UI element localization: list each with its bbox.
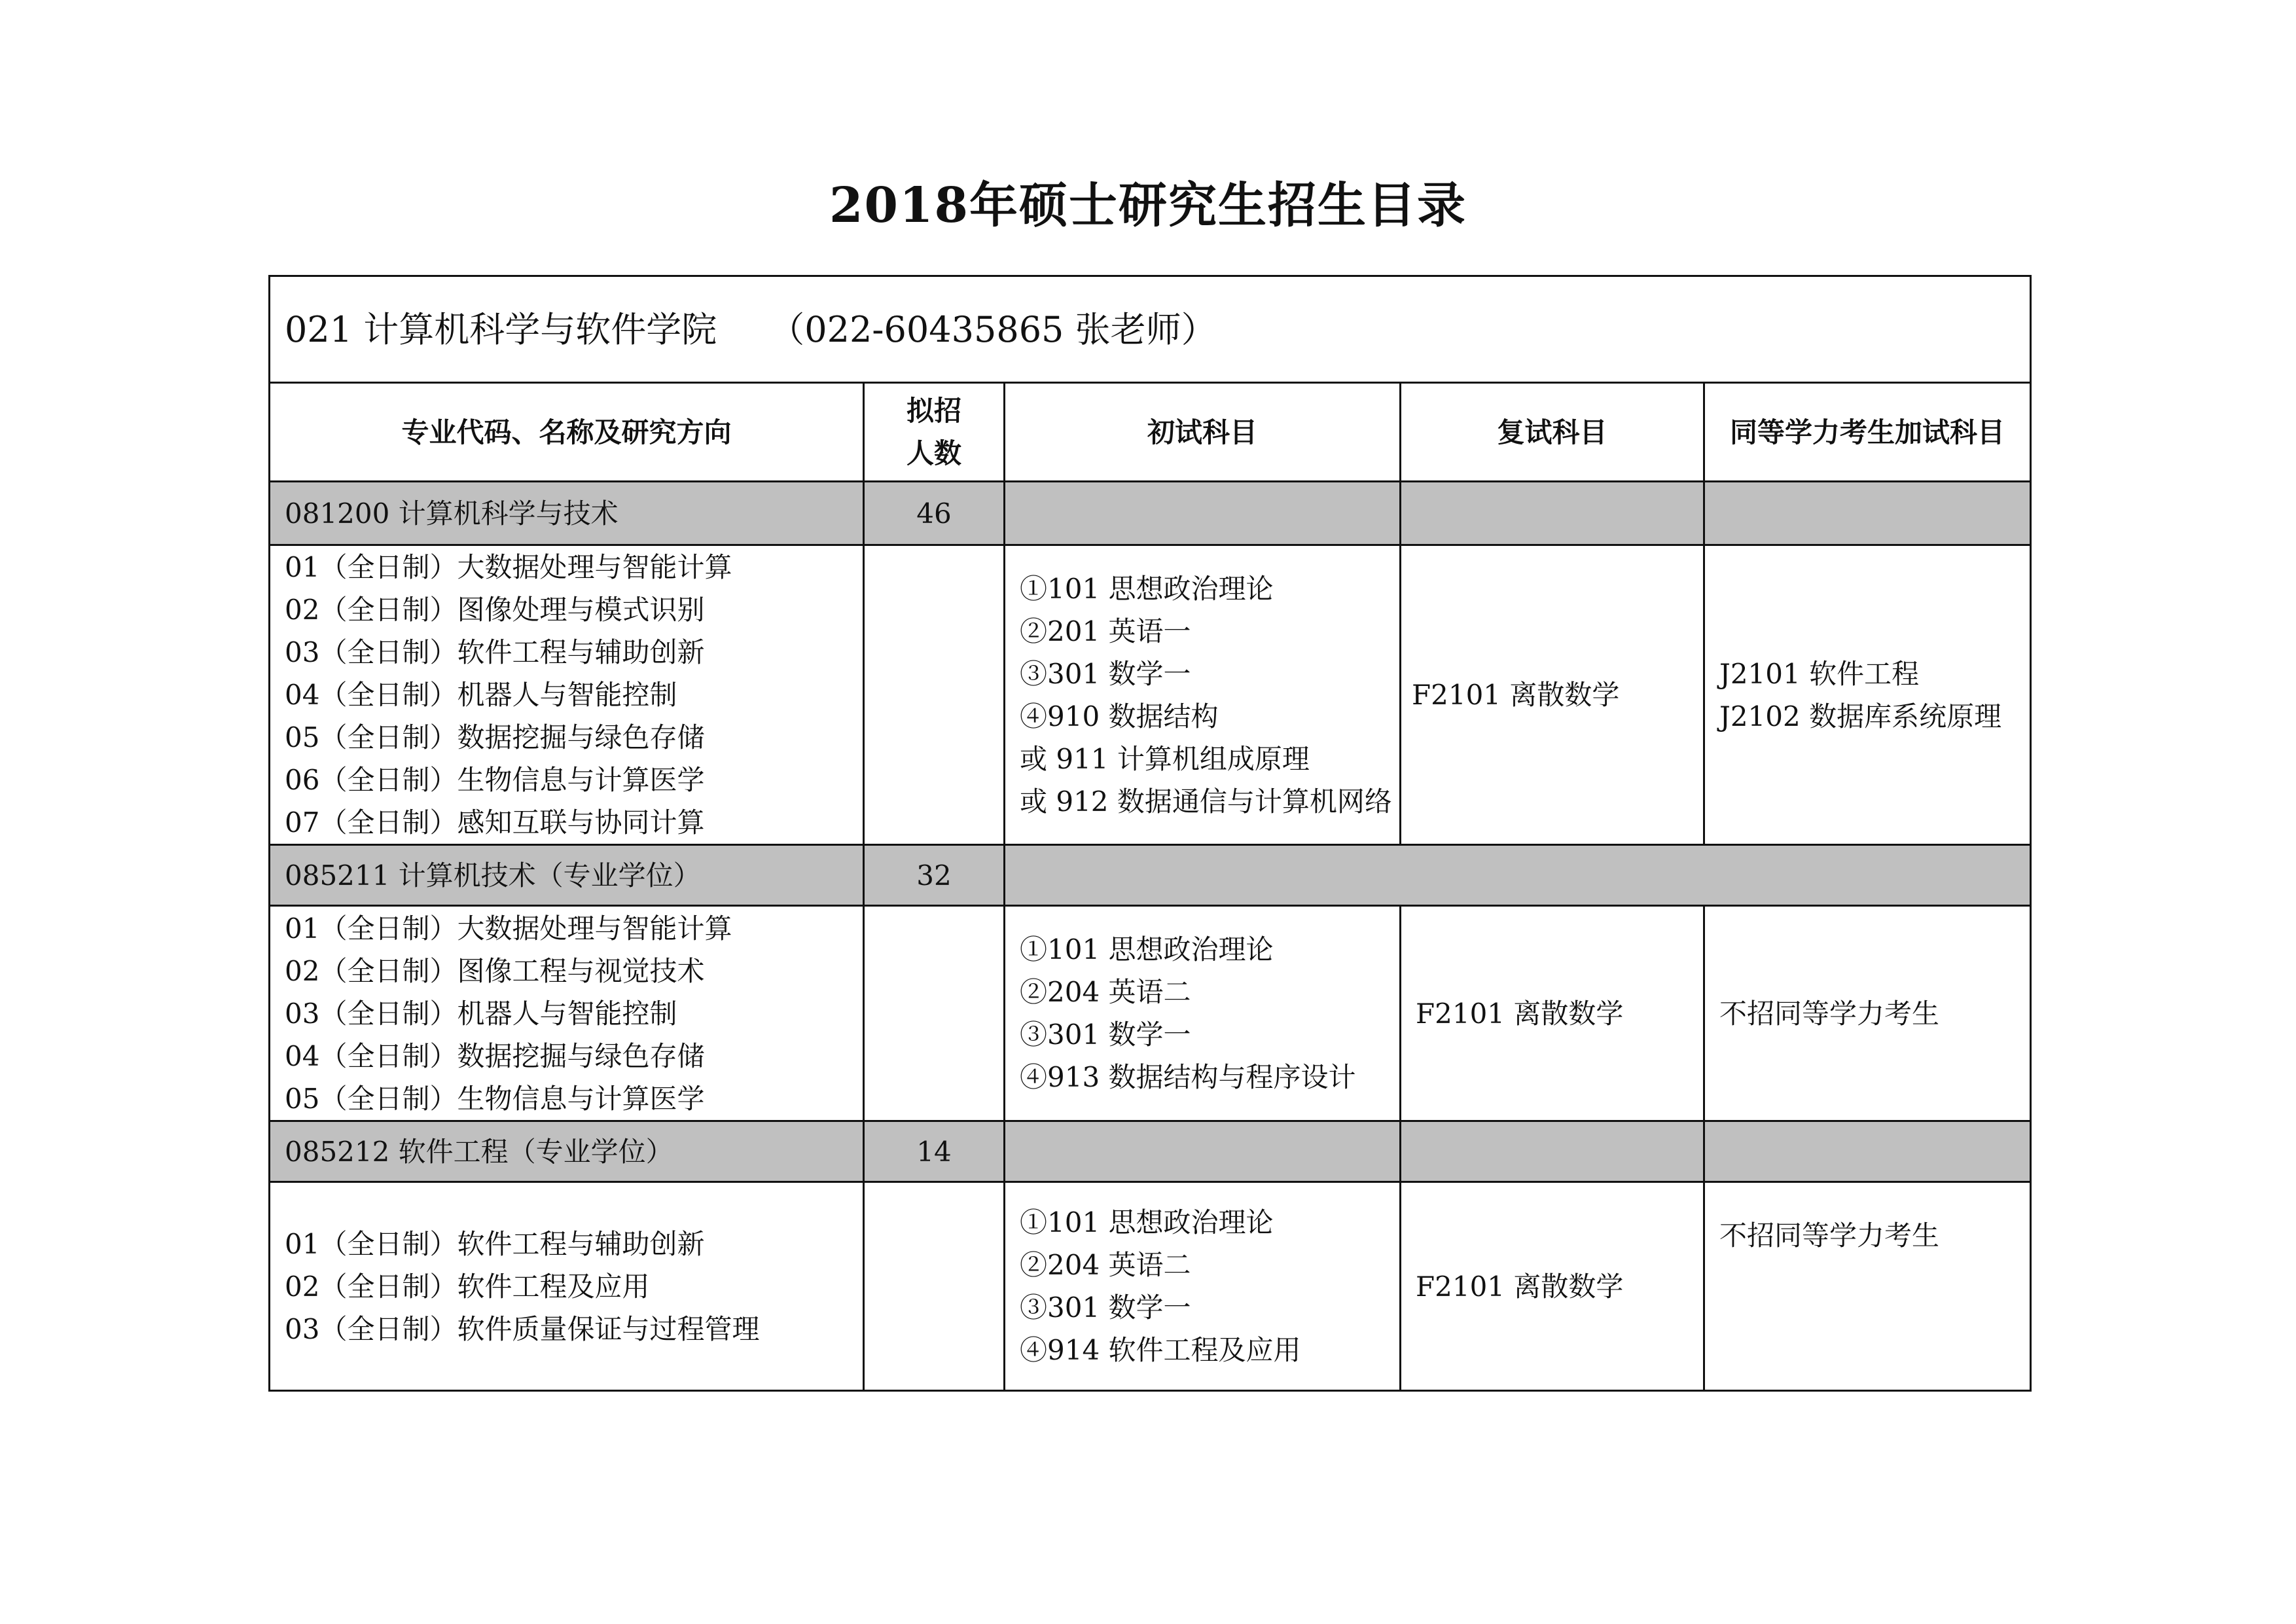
direction-item: 01（全日制）软件工程与辅助创新 [285,1227,705,1260]
admission-catalog-table [268,275,2032,1392]
initial-subject: ①101 思想政治理论 [1020,572,1274,605]
major-name: 085211 计算机技术（专业学位） [270,845,864,906]
header-equivalent: 同等学力考生加试科目 [1704,383,2031,482]
major-blank-cell [1704,482,2031,545]
header-quota-line1: 拟招 [906,395,961,427]
equivalent-cell [1704,906,2031,1121]
direction-item: 02（全日制）图像处理与模式识别 [285,594,705,626]
major-detail-row [270,545,2031,845]
initial-subject: 或 912 数据通信与计算机网络 [1020,785,1392,818]
direction-item: 05（全日制）生物信息与计算医学 [285,1082,705,1115]
direction-item: 01（全日制）大数据处理与智能计算 [285,912,732,945]
initial-subjects-cell [1005,545,1401,845]
initial-subject: ③301 数学一 [1020,1291,1191,1324]
retest-cell: F2101 离散数学 [1401,906,1704,1121]
major-name: 085212 软件工程（专业学位） [270,1121,864,1182]
initial-subject: ④910 数据结构 [1020,700,1219,732]
direction-item: 03（全日制）软件工程与辅助创新 [285,636,705,668]
major-quota: 14 [864,1121,1005,1182]
direction-item: 06（全日制）生物信息与计算医学 [285,764,705,796]
direction-item: 03（全日制）软件质量保证与过程管理 [285,1312,760,1345]
initial-subject: ④914 软件工程及应用 [1020,1334,1301,1366]
major-blank-cell [1005,845,2031,906]
direction-item: 02（全日制）图像工程与视觉技术 [285,954,705,987]
school-cell [270,276,2031,383]
initial-subject: ④913 数据结构与程序设计 [1020,1061,1356,1093]
initial-subject: ③301 数学一 [1020,1019,1191,1051]
major-quota: 32 [864,845,1005,906]
initial-subject: ②204 英语二 [1020,1249,1191,1281]
initial-subject: 或 911 计算机组成原理 [1020,742,1310,775]
header-initial: 初试科目 [1005,383,1401,482]
equivalent-subject: J2101 软件工程 [1719,657,1920,690]
major-blank-cell [1401,1121,1704,1182]
direction-item: 01（全日制）大数据处理与智能计算 [285,551,732,583]
equivalent-subject: 不招同等学力考生 [1719,997,1940,1030]
school-contact: （022-60435865 张老师） [769,308,1217,350]
major-blank-cell [1005,1121,1401,1182]
equivalent-subject: 不招同等学力考生 [1719,1219,1940,1252]
header-quota-line2: 人数 [906,437,961,469]
major-row [270,482,2031,545]
header-retest: 复试科目 [1401,383,1704,482]
quota-blank-cell [864,906,1005,1121]
initial-subject: ①101 思想政治理论 [1020,933,1274,965]
quota-blank-cell [864,1182,1005,1391]
direction-item: 03（全日制）机器人与智能控制 [285,997,677,1030]
major-row [270,1121,2031,1182]
major-blank-cell [1005,482,1401,545]
initial-subjects-cell [1005,1182,1401,1391]
direction-item: 07（全日制）感知互联与协同计算 [285,806,705,839]
direction-item: 05（全日制）数据挖掘与绿色存储 [285,721,705,753]
major-row [270,845,2031,906]
major-blank-cell [1401,482,1704,545]
initial-subject: ①101 思想政治理论 [1020,1206,1274,1238]
directions-cell [270,906,864,1121]
major-quota: 46 [864,482,1005,545]
page-title: 2018年硕士研究生招生目录 [829,177,1467,234]
header-row [270,383,2031,482]
major-detail-row [270,1182,2031,1391]
header-quota [864,383,1005,482]
major-detail-row [270,906,2031,1121]
quota-blank-cell [864,545,1005,845]
directions-cell [270,545,864,845]
direction-item: 02（全日制）软件工程及应用 [285,1270,650,1303]
equivalent-subject: J2102 数据库系统原理 [1719,700,2002,732]
header-major: 专业代码、名称及研究方向 [270,383,864,482]
retest-cell: F2101 离散数学 [1401,545,1704,845]
retest-cell: F2101 离散数学 [1401,1182,1704,1391]
initial-subject: ②204 英语二 [1020,976,1191,1008]
direction-item: 04（全日制）数据挖掘与绿色存储 [285,1039,705,1072]
initial-subject: ②201 英语一 [1020,615,1191,647]
initial-subjects-cell [1005,906,1401,1121]
school-name: 021 计算机科学与软件学院 [285,308,717,350]
directions-cell [270,1182,864,1391]
major-name: 081200 计算机科学与技术 [270,482,864,545]
equivalent-cell [1704,1182,2031,1391]
major-blank-cell [1704,1121,2031,1182]
initial-subject: ③301 数学一 [1020,657,1191,690]
school-row [270,276,2031,383]
direction-item: 04（全日制）机器人与智能控制 [285,679,677,711]
equivalent-cell [1704,545,2031,845]
